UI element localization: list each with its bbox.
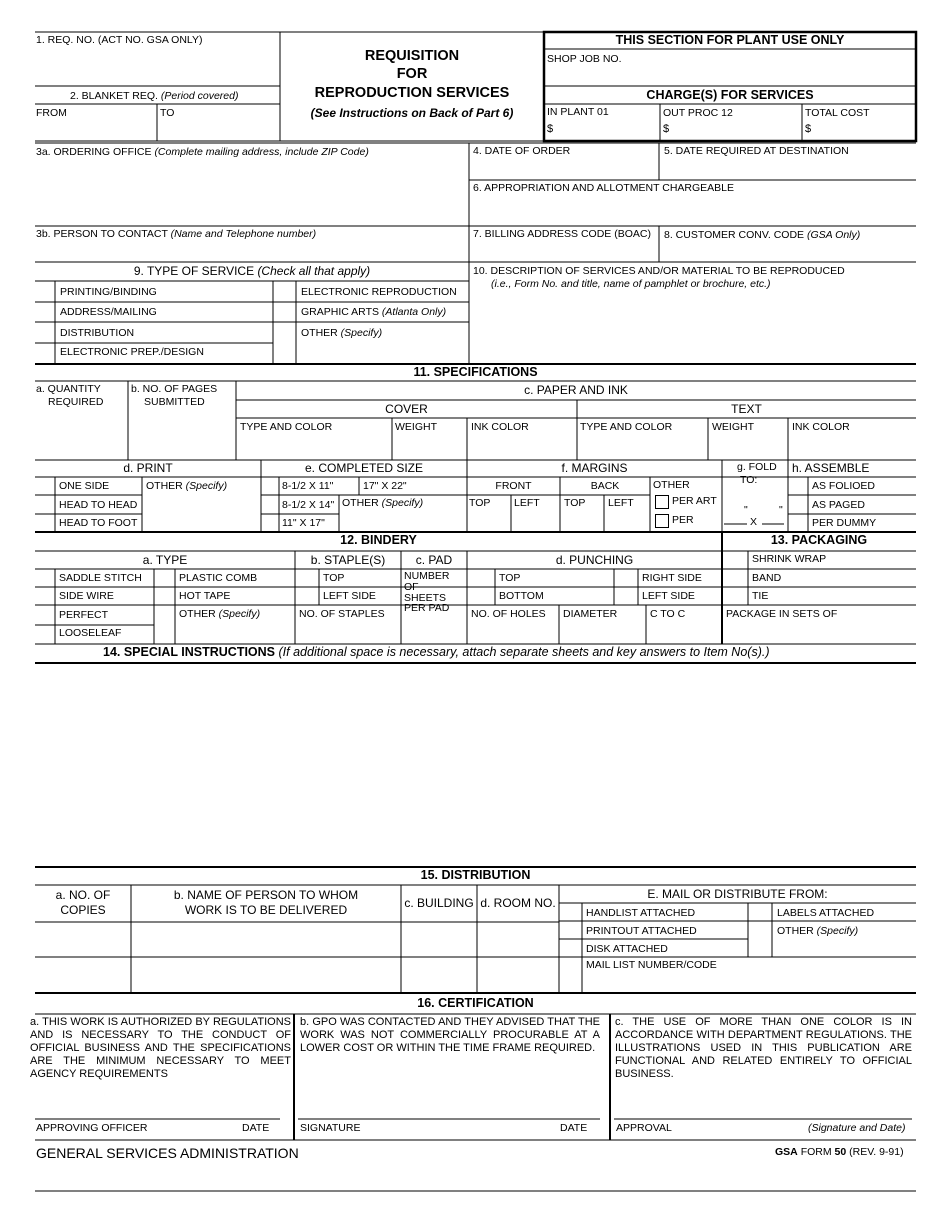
in-plant-dollar: $ xyxy=(547,123,554,135)
section-11-title: 11. SPECIFICATIONS xyxy=(413,365,538,379)
staple-top: TOP xyxy=(323,572,345,584)
section-14-title xyxy=(103,646,770,659)
cert-a-text: a. THIS WORK IS AUTHORIZED BY REGULATIONS AND IS NECESSARY TO THE CONDUCT OF OFFICIAL BUSINESS AND THE SPECIFICATIONS ARE THE MINIMUM NECESSARY TO MEET AGENCY REQUIREMENTS xyxy=(30,1016,291,1080)
per-checkbox[interactable] xyxy=(655,514,669,528)
bindery-perfect: PERFECT xyxy=(59,609,109,621)
bindery-plastic-comb: PLASTIC COMB xyxy=(179,572,258,584)
size-11x17: 11" X 17" xyxy=(282,517,325,529)
special-title-note: (If additional space is necessary, attach separate sheets and key answers to Item No(s).) xyxy=(278,645,770,659)
punch-left-side: LEFT SIDE xyxy=(642,590,695,602)
completed-size-title: e. COMPLETED SIZE xyxy=(304,461,424,475)
bindery-type-title: a. TYPE xyxy=(142,553,188,567)
margin-back: BACK xyxy=(590,480,620,492)
total-cost-dollar: $ xyxy=(805,123,812,135)
person-contact-note: (Name and Telephone number) xyxy=(170,228,317,240)
field-10-description-title: 10. DESCRIPTION OF SERVICES AND/OR MATERIAL TO BE REPRODUCED xyxy=(473,265,845,277)
pages-label-1: b. NO. OF PAGES xyxy=(131,383,218,395)
mail-other xyxy=(777,925,858,938)
bindery-other-text: OTHER xyxy=(179,608,216,620)
mail-list-number: MAIL LIST NUMBER/CODE xyxy=(586,959,717,971)
packaging-sets-of: PACKAGE IN SETS OF xyxy=(726,608,838,620)
print-head-to-head: HEAD TO HEAD xyxy=(59,499,138,511)
blanket-req-note: (Period covered) xyxy=(160,90,239,102)
ordering-office-note: (Complete mailing address, include ZIP Code) xyxy=(154,146,369,158)
field-8-customer-code xyxy=(664,229,860,242)
assemble-as-folioed: AS FOLIOED xyxy=(812,480,876,492)
dist-building: c. BUILDING xyxy=(404,896,474,910)
punch-right-side: RIGHT SIDE xyxy=(642,572,702,584)
agency-name: GENERAL SERVICES ADMINISTRATION xyxy=(36,1145,299,1161)
cover-title: COVER xyxy=(385,402,428,416)
pad-of: OF xyxy=(404,581,419,593)
staple-left-side: LEFT SIDE xyxy=(323,590,376,602)
margins-title: f. MARGINS xyxy=(561,461,628,475)
back-top: TOP xyxy=(564,497,586,509)
text-ink-color: INK COLOR xyxy=(792,421,850,433)
service-other-note: (Specify) xyxy=(340,327,383,339)
field-6-appropriation: 6. APPROPRIATION AND ALLOTMENT CHARGEABLE xyxy=(473,182,735,194)
pad-number: NUMBER xyxy=(404,570,450,582)
signature-label: SIGNATURE xyxy=(300,1122,361,1134)
no-of-staples: NO. OF STAPLES xyxy=(299,608,385,620)
field-1-req-no-label: 1. REQ. NO. (ACT NO. GSA ONLY) xyxy=(36,34,203,46)
packaging-band: BAND xyxy=(752,572,782,584)
size-other-text: OTHER xyxy=(342,497,379,509)
mail-disk: DISK ATTACHED xyxy=(586,943,668,955)
title-line-1: REQUISITION xyxy=(364,48,460,64)
packaging-shrink-wrap: SHRINK WRAP xyxy=(752,553,827,565)
bindery-saddle-stitch: SADDLE STITCH xyxy=(59,572,142,584)
approving-date-label: DATE xyxy=(242,1122,270,1134)
dist-person-1: b. NAME OF PERSON TO WHOM xyxy=(173,888,359,902)
dist-copies-1: a. NO. OF xyxy=(55,888,111,902)
fold-inch-1: " xyxy=(744,504,748,516)
charges-title: CHARGE(S) FOR SERVICES xyxy=(646,88,814,102)
front-left: LEFT xyxy=(514,497,540,509)
margin-front: FRONT xyxy=(495,480,532,492)
field-4-date-of-order: 4. DATE OF ORDER xyxy=(473,145,571,157)
back-left: LEFT xyxy=(608,497,634,509)
title-line-2: FOR xyxy=(396,66,428,82)
form-subtitle: (See Instructions on Back of Part 6) xyxy=(310,106,514,120)
special-title-text: 14. SPECIAL INSTRUCTIONS xyxy=(103,645,276,659)
print-title: d. PRINT xyxy=(123,461,173,475)
pages-label-2: SUBMITTED xyxy=(144,396,205,408)
print-other xyxy=(146,480,227,493)
from-label: FROM xyxy=(36,107,67,119)
punch-bottom: BOTTOM xyxy=(499,590,544,602)
title-line-3: REPRODUCTION SERVICES xyxy=(314,85,510,101)
service-electronic-prep: ELECTRONIC PREP./DESIGN xyxy=(60,346,204,358)
service-title-note: (Check all that apply) xyxy=(257,264,371,278)
mail-other-text: OTHER xyxy=(777,925,814,937)
size-17x22: 17" X 22" xyxy=(363,480,407,492)
per-art-checkbox[interactable] xyxy=(655,495,669,509)
out-proc-dollar: $ xyxy=(663,123,670,135)
cert-b-text: b. GPO WAS CONTACTED AND THEY ADVISED THAT THE WORK WAS NOT COMMERCIALLY PROCURABLE AT A LOWER COST OR WITHIN THE TIME FRAME REQUIRED. xyxy=(300,1016,600,1054)
size-other xyxy=(342,497,423,510)
field-5-date-required: 5. DATE REQUIRED AT DESTINATION xyxy=(664,145,849,157)
approval-label: APPROVAL xyxy=(616,1122,672,1134)
cover-weight: WEIGHT xyxy=(395,421,437,433)
text-weight: WEIGHT xyxy=(712,421,754,433)
form-word: FORM xyxy=(800,1146,832,1158)
signature-and-date-note: (Signature and Date) xyxy=(808,1122,906,1134)
field-9-type-of-service-title xyxy=(35,265,469,278)
field-2-blanket-req-label xyxy=(70,90,238,103)
dist-room: d. ROOM NO. xyxy=(480,896,556,910)
assemble-as-paged: AS PAGED xyxy=(812,499,865,511)
field-3a-ordering-office xyxy=(36,146,369,159)
field-10-description-note: (i.e., Form No. and title, name of pamphlet or brochure, etc.) xyxy=(491,278,771,290)
mail-other-note: (Specify) xyxy=(816,925,859,937)
mail-printout: PRINTOUT ATTACHED xyxy=(586,925,697,937)
service-graphic-arts xyxy=(301,306,446,319)
text-type-color: TYPE AND COLOR xyxy=(580,421,673,433)
quantity-label-1: a. QUANTITY xyxy=(36,383,101,395)
service-electronic-reproduction: ELECTRONIC REPRODUCTION xyxy=(301,286,457,298)
service-other xyxy=(301,327,382,340)
size-other-note: (Specify) xyxy=(381,497,424,509)
print-other-note: (Specify) xyxy=(185,480,228,492)
mail-handlist: HANDLIST ATTACHED xyxy=(586,907,696,919)
field-7-billing-code: 7. BILLING ADDRESS CODE (BOAC) xyxy=(473,228,651,240)
graphic-arts-note: (Atlanta Only) xyxy=(381,306,447,318)
person-contact-text: 3b. PERSON TO CONTACT xyxy=(36,228,168,240)
paper-ink-title: c. PAPER AND INK xyxy=(524,383,628,397)
fold-x: X xyxy=(750,516,758,528)
out-proc-label: OUT PROC 12 xyxy=(663,107,733,119)
bindery-other-note: (Specify) xyxy=(218,608,261,620)
cover-type-color: TYPE AND COLOR xyxy=(240,421,333,433)
staples-title: b. STAPLE(S) xyxy=(310,553,386,567)
signature-date-label: DATE xyxy=(560,1122,588,1134)
in-plant-label: IN PLANT 01 xyxy=(547,106,609,118)
per-art-label: PER ART xyxy=(672,495,717,507)
print-other-text: OTHER xyxy=(146,480,183,492)
front-top: TOP xyxy=(469,497,491,509)
customer-code-text: 8. CUSTOMER CONV. CODE xyxy=(664,229,805,241)
form-gsa: GSA xyxy=(775,1146,798,1158)
fold-label-1: g. FOLD xyxy=(737,461,777,473)
cert-c-text: c. THE USE OF MORE THAN ONE COLOR IS IN ACCORDANCE WITH DEPARTMENT REGULATIONS. THE ILLUSTRATIONS USED IN THIS PUBLICATION ARE FUNCTIONAL AND RELATED ENTIRELY TO OFFICIAL BUSINESS. xyxy=(615,1016,912,1080)
punch-diameter: DIAMETER xyxy=(563,608,618,620)
form-num: 50 xyxy=(834,1146,847,1158)
approving-officer-label: APPROVING OFFICER xyxy=(36,1122,148,1134)
dist-copies-2: COPIES xyxy=(60,903,106,917)
section-16-title: 16. CERTIFICATION xyxy=(417,996,534,1010)
mail-distribute-title: E. MAIL OR DISTRIBUTE FROM: xyxy=(647,887,828,901)
service-distribution: DISTRIBUTION xyxy=(60,327,135,339)
quantity-label-2: REQUIRED xyxy=(48,396,104,408)
bindery-hot-tape: HOT TAPE xyxy=(179,590,231,602)
bindery-looseleaf: LOOSELEAF xyxy=(59,627,122,639)
punch-top: TOP xyxy=(499,572,521,584)
size-8-5x14: 8-1/2 X 14" xyxy=(282,499,335,511)
text-title: TEXT xyxy=(731,402,762,416)
bindery-side-wire: SIDE WIRE xyxy=(59,590,114,602)
section-13-title: 13. PACKAGING xyxy=(770,533,868,547)
per-label: PER xyxy=(672,514,694,526)
fold-label-2: TO: xyxy=(740,474,758,486)
form-rev: (REV. 9-91) xyxy=(849,1146,904,1158)
total-cost-label: TOTAL COST xyxy=(805,107,870,119)
punch-c-to-c: C TO C xyxy=(650,608,686,620)
assemble-per-dummy: PER DUMMY xyxy=(812,517,877,529)
print-one-side: ONE SIDE xyxy=(59,480,110,492)
print-head-to-foot: HEAD TO FOOT xyxy=(59,517,138,529)
form-number xyxy=(775,1146,904,1159)
service-address-mailing: ADDRESS/MAILING xyxy=(60,306,157,318)
bindery-other xyxy=(179,608,260,621)
pad-per-pad: PER PAD xyxy=(404,602,450,614)
service-title-text: 9. TYPE OF SERVICE xyxy=(133,264,255,278)
shop-job-no-label: SHOP JOB NO. xyxy=(547,53,622,65)
size-8-5x11: 8-1/2 X 11" xyxy=(282,480,334,492)
blanket-req-text: 2. BLANKET REQ. xyxy=(70,90,158,102)
service-printing-binding: PRINTING/BINDING xyxy=(60,286,157,298)
dist-person-2: WORK IS TO BE DELIVERED xyxy=(184,903,348,917)
field-3b-person-to-contact xyxy=(36,228,316,241)
pad-sheets: SHEETS xyxy=(404,592,447,604)
margin-other: OTHER xyxy=(653,479,690,491)
section-15-title: 15. DISTRIBUTION xyxy=(420,868,531,882)
mail-labels: LABELS ATTACHED xyxy=(777,907,875,919)
customer-code-note: (GSA Only) xyxy=(806,229,861,241)
pad-title: c. PAD xyxy=(415,553,453,567)
to-label: TO xyxy=(160,107,175,119)
punching-title: d. PUNCHING xyxy=(555,553,634,567)
service-other-text: OTHER xyxy=(301,327,338,339)
section-12-title: 12. BINDERY xyxy=(340,533,417,547)
ordering-office-text: 3a. ORDERING OFFICE xyxy=(36,146,152,158)
cover-ink-color: INK COLOR xyxy=(471,421,529,433)
fold-inch-2: " xyxy=(779,504,783,516)
graphic-arts-text: GRAPHIC ARTS xyxy=(301,306,379,318)
assemble-title: h. ASSEMBLE xyxy=(792,461,870,475)
plant-use-title: THIS SECTION FOR PLANT USE ONLY xyxy=(615,33,845,47)
punch-no-of-holes: NO. OF HOLES xyxy=(471,608,546,620)
packaging-tie: TIE xyxy=(752,590,769,602)
